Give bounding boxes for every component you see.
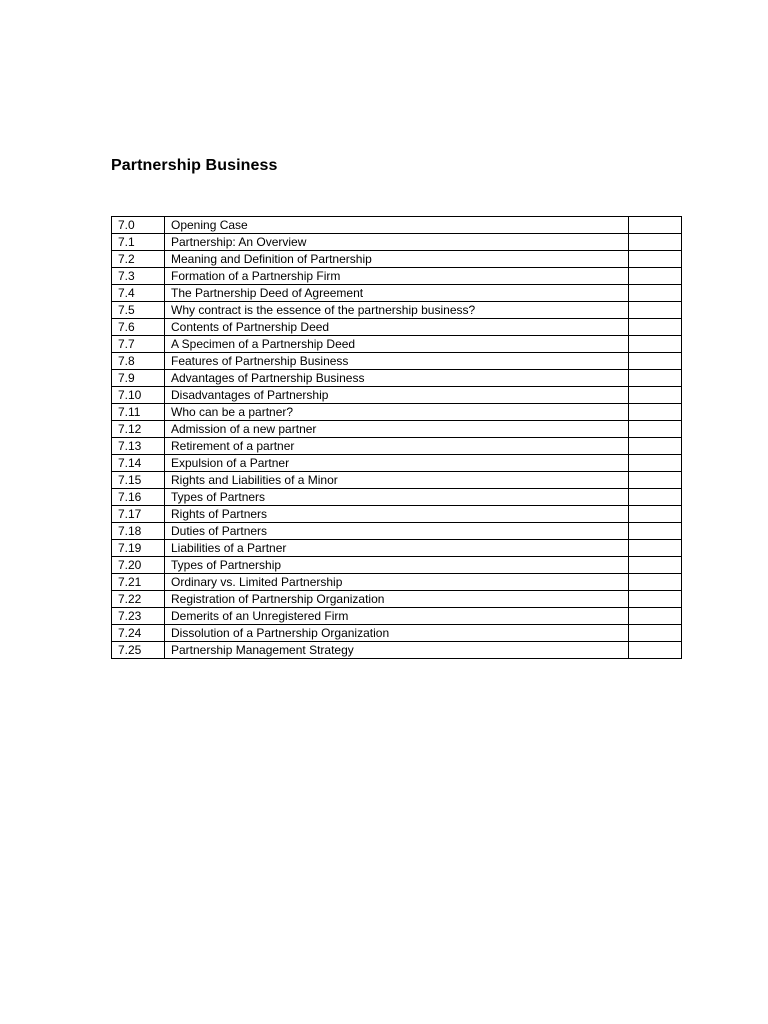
section-title: Features of Partnership Business xyxy=(165,353,629,370)
toc-row xyxy=(112,642,682,659)
toc-row xyxy=(112,557,682,574)
page-number-cell xyxy=(629,251,682,268)
section-title: The Partnership Deed of Agreement xyxy=(165,285,629,302)
section-title: A Specimen of a Partnership Deed xyxy=(165,336,629,353)
page-number-cell xyxy=(629,302,682,319)
section-title: Types of Partners xyxy=(165,489,629,506)
section-title: Who can be a partner? xyxy=(165,404,629,421)
section-number: 7.16 xyxy=(112,489,165,506)
toc-row xyxy=(112,217,682,234)
section-number: 7.23 xyxy=(112,608,165,625)
section-title: Ordinary vs. Limited Partnership xyxy=(165,574,629,591)
page-number-cell xyxy=(629,591,682,608)
toc-row xyxy=(112,438,682,455)
page-number-cell xyxy=(629,336,682,353)
section-number: 7.0 xyxy=(112,217,165,234)
toc-row xyxy=(112,234,682,251)
page-number-cell xyxy=(629,642,682,659)
section-title: Retirement of a partner xyxy=(165,438,629,455)
section-number: 7.25 xyxy=(112,642,165,659)
toc-row xyxy=(112,404,682,421)
section-number: 7.6 xyxy=(112,319,165,336)
toc-row xyxy=(112,472,682,489)
toc-row xyxy=(112,251,682,268)
section-number: 7.10 xyxy=(112,387,165,404)
section-title: Partnership: An Overview xyxy=(165,234,629,251)
section-title: Registration of Partnership Organization xyxy=(165,591,629,608)
page-number-cell xyxy=(629,353,682,370)
toc-body xyxy=(112,217,682,659)
section-number: 7.21 xyxy=(112,574,165,591)
toc-row xyxy=(112,387,682,404)
page-number-cell xyxy=(629,625,682,642)
page-number-cell xyxy=(629,438,682,455)
section-title: Duties of Partners xyxy=(165,523,629,540)
section-title: Rights of Partners xyxy=(165,506,629,523)
toc-row xyxy=(112,455,682,472)
toc-row xyxy=(112,336,682,353)
toc-row xyxy=(112,421,682,438)
section-title: Partnership Management Strategy xyxy=(165,642,629,659)
toc-row xyxy=(112,268,682,285)
toc-row xyxy=(112,574,682,591)
toc-row xyxy=(112,370,682,387)
toc-row xyxy=(112,625,682,642)
section-title: Meaning and Definition of Partnership xyxy=(165,251,629,268)
toc-row xyxy=(112,319,682,336)
page-number-cell xyxy=(629,285,682,302)
section-number: 7.12 xyxy=(112,421,165,438)
toc-row xyxy=(112,523,682,540)
section-title: Admission of a new partner xyxy=(165,421,629,438)
page-number-cell xyxy=(629,540,682,557)
page-number-cell xyxy=(629,506,682,523)
toc-row xyxy=(112,540,682,557)
section-number: 7.19 xyxy=(112,540,165,557)
section-number: 7.14 xyxy=(112,455,165,472)
toc-row xyxy=(112,608,682,625)
section-number: 7.4 xyxy=(112,285,165,302)
toc-row xyxy=(112,285,682,302)
page-number-cell xyxy=(629,574,682,591)
section-title: Expulsion of a Partner xyxy=(165,455,629,472)
section-number: 7.9 xyxy=(112,370,165,387)
page-number-cell xyxy=(629,523,682,540)
page-number-cell xyxy=(629,557,682,574)
page-number-cell xyxy=(629,370,682,387)
page-number-cell xyxy=(629,268,682,285)
section-number: 7.13 xyxy=(112,438,165,455)
page-number-cell xyxy=(629,387,682,404)
page-number-cell xyxy=(629,421,682,438)
section-title: Why contract is the essence of the partnership business? xyxy=(165,302,629,319)
section-title: Opening Case xyxy=(165,217,629,234)
section-number: 7.15 xyxy=(112,472,165,489)
page-number-cell xyxy=(629,319,682,336)
section-title: Demerits of an Unregistered Firm xyxy=(165,608,629,625)
page-number-cell xyxy=(629,608,682,625)
section-title: Rights and Liabilities of a Minor xyxy=(165,472,629,489)
page-number-cell xyxy=(629,404,682,421)
section-title: Liabilities of a Partner xyxy=(165,540,629,557)
toc-row xyxy=(112,489,682,506)
section-number: 7.5 xyxy=(112,302,165,319)
section-number: 7.8 xyxy=(112,353,165,370)
section-number: 7.22 xyxy=(112,591,165,608)
section-number: 7.18 xyxy=(112,523,165,540)
section-number: 7.17 xyxy=(112,506,165,523)
toc-row xyxy=(112,353,682,370)
section-title: Disadvantages of Partnership xyxy=(165,387,629,404)
section-title: Dissolution of a Partnership Organization xyxy=(165,625,629,642)
section-number: 7.11 xyxy=(112,404,165,421)
page-number-cell xyxy=(629,234,682,251)
page-number-cell xyxy=(629,217,682,234)
section-number: 7.2 xyxy=(112,251,165,268)
toc-row xyxy=(112,302,682,319)
page-number-cell xyxy=(629,455,682,472)
section-title: Contents of Partnership Deed xyxy=(165,319,629,336)
section-number: 7.3 xyxy=(112,268,165,285)
page-number-cell xyxy=(629,472,682,489)
page-title: Partnership Business xyxy=(111,157,278,174)
toc-row xyxy=(112,506,682,523)
page-number-cell xyxy=(629,489,682,506)
section-title: Types of Partnership xyxy=(165,557,629,574)
section-number: 7.20 xyxy=(112,557,165,574)
toc-row xyxy=(112,591,682,608)
section-number: 7.24 xyxy=(112,625,165,642)
section-title: Advantages of Partnership Business xyxy=(165,370,629,387)
section-number: 7.7 xyxy=(112,336,165,353)
table-of-contents xyxy=(111,216,682,659)
section-number: 7.1 xyxy=(112,234,165,251)
section-title: Formation of a Partnership Firm xyxy=(165,268,629,285)
